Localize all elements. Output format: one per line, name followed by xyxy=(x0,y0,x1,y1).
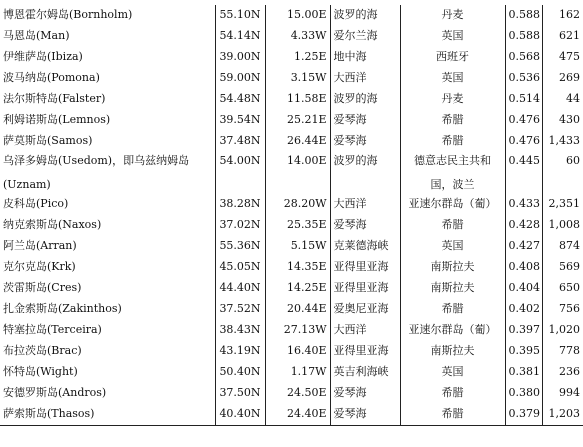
sea-cell: 爱琴海 xyxy=(330,215,400,236)
island-name-cell: 利姆诺斯岛(Lemnos) xyxy=(3,113,111,127)
sea-cell xyxy=(330,176,400,194)
island-name-cell: 纳克索斯岛(Naxos) xyxy=(3,218,102,232)
index-cell: 0.395 xyxy=(505,341,542,362)
country-cell: 丹麦 xyxy=(400,5,505,26)
index-cell: 0.536 xyxy=(505,68,542,89)
longitude-cell: 1.25E xyxy=(265,47,330,68)
island-name-cell: (Uznam) xyxy=(3,177,51,191)
area-cell: 569 xyxy=(542,257,583,278)
area-cell: 1,433 xyxy=(542,131,583,152)
index-cell: 0.428 xyxy=(505,215,542,236)
island-name-cell: 博恩霍尔姆岛(Bornholm) xyxy=(3,8,133,22)
index-cell: 0.381 xyxy=(505,362,542,383)
longitude-cell xyxy=(265,176,330,194)
area-cell: 756 xyxy=(542,299,583,320)
sea-cell: 爱奥尼亚海 xyxy=(330,299,400,320)
latitude-cell: 50.40N xyxy=(215,362,265,383)
area-cell: 269 xyxy=(542,68,583,89)
area-cell: 430 xyxy=(542,110,583,131)
table-row xyxy=(0,131,583,152)
sea-cell: 爱琴海 xyxy=(330,404,400,426)
index-cell: 0.588 xyxy=(505,5,542,26)
sea-cell: 波罗的海 xyxy=(330,89,400,110)
island-name-cell: 特塞拉岛(Terceira) xyxy=(3,323,102,337)
island-name-cell: 伊维萨岛(Ibiza) xyxy=(3,50,83,64)
country-cell: 南斯拉夫 xyxy=(400,257,505,278)
index-cell: 0.404 xyxy=(505,278,542,299)
sea-cell: 爱琴海 xyxy=(330,131,400,152)
longitude-cell: 24.50E xyxy=(265,383,330,404)
sea-cell: 爱尔兰海 xyxy=(330,26,400,47)
longitude-cell: 20.44E xyxy=(265,299,330,320)
country-cell: 国，波兰 xyxy=(400,176,505,194)
latitude-cell xyxy=(215,176,265,194)
island-table-body xyxy=(0,5,583,426)
table-row xyxy=(0,257,583,278)
table-row xyxy=(0,299,583,320)
latitude-cell: 44.40N xyxy=(215,278,265,299)
area-cell: 2,351 xyxy=(542,194,583,215)
longitude-cell: 26.44E xyxy=(265,131,330,152)
sea-cell: 波罗的海 xyxy=(330,5,400,26)
table-row xyxy=(0,362,583,383)
index-cell: 0.379 xyxy=(505,404,542,426)
country-cell: 英国 xyxy=(400,236,505,257)
island-name-cell: 阿兰岛(Arran) xyxy=(3,239,77,253)
longitude-cell: 27.13W xyxy=(265,320,330,341)
area-cell: 650 xyxy=(542,278,583,299)
table-row xyxy=(0,152,583,176)
latitude-cell: 39.00N xyxy=(215,47,265,68)
sea-cell: 大西洋 xyxy=(330,320,400,341)
latitude-cell: 40.40N xyxy=(215,404,265,426)
index-cell: 0.427 xyxy=(505,236,542,257)
latitude-cell: 55.10N xyxy=(215,5,265,26)
sea-cell: 亚得里亚海 xyxy=(330,278,400,299)
table-row xyxy=(0,110,583,131)
island-name-cell: 安德罗斯岛(Andros) xyxy=(3,386,107,400)
latitude-cell: 54.00N xyxy=(215,152,265,176)
latitude-cell: 55.36N xyxy=(215,236,265,257)
latitude-cell: 37.50N xyxy=(215,383,265,404)
longitude-cell: 5.15W xyxy=(265,236,330,257)
area-cell: 44 xyxy=(542,89,583,110)
index-cell: 0.588 xyxy=(505,26,542,47)
country-cell: 希腊 xyxy=(400,131,505,152)
index-cell xyxy=(505,176,542,194)
latitude-cell: 37.48N xyxy=(215,131,265,152)
area-cell: 475 xyxy=(542,47,583,68)
table-row xyxy=(0,5,583,26)
country-cell: 西班牙 xyxy=(400,47,505,68)
country-cell: 希腊 xyxy=(400,383,505,404)
island-name-cell: 皮科岛(Pico) xyxy=(3,197,69,211)
latitude-cell: 37.02N xyxy=(215,215,265,236)
table-row xyxy=(0,383,583,404)
island-name-cell: 萨索斯岛(Thasos) xyxy=(0,404,215,426)
table-row xyxy=(0,47,583,68)
longitude-cell: 4.33W xyxy=(265,26,330,47)
island-table xyxy=(0,5,583,426)
sea-cell: 爱琴海 xyxy=(330,383,400,404)
sea-cell: 亚得里亚海 xyxy=(330,257,400,278)
index-cell: 0.445 xyxy=(505,152,542,176)
area-cell: 1,020 xyxy=(542,320,583,341)
latitude-cell: 54.48N xyxy=(215,89,265,110)
sea-cell: 克莱德海峡 xyxy=(330,236,400,257)
index-cell: 0.476 xyxy=(505,110,542,131)
index-cell: 0.408 xyxy=(505,257,542,278)
country-cell: 丹麦 xyxy=(400,89,505,110)
table-row xyxy=(0,68,583,89)
longitude-cell: 14.25E xyxy=(265,278,330,299)
index-cell: 0.433 xyxy=(505,194,542,215)
longitude-cell: 14.00E xyxy=(265,152,330,176)
longitude-cell: 24.40E xyxy=(265,404,330,426)
area-cell xyxy=(542,176,583,194)
latitude-cell: 38.43N xyxy=(215,320,265,341)
sea-cell: 大西洋 xyxy=(330,194,400,215)
latitude-cell: 39.54N xyxy=(215,110,265,131)
table-row xyxy=(0,320,583,341)
country-cell: 英国 xyxy=(400,26,505,47)
country-cell: 德意志民主共和 xyxy=(400,152,505,176)
index-cell: 0.402 xyxy=(505,299,542,320)
longitude-cell: 3.15W xyxy=(265,68,330,89)
area-cell: 1,008 xyxy=(542,215,583,236)
area-cell: 162 xyxy=(542,5,583,26)
area-cell: 60 xyxy=(542,152,583,176)
table-row xyxy=(0,89,583,110)
sea-cell: 爱琴海 xyxy=(330,110,400,131)
island-name-cell: 乌泽多姆岛(Usedom)，即乌兹纳姆岛 xyxy=(3,154,190,167)
index-cell: 0.380 xyxy=(505,383,542,404)
country-cell: 希腊 xyxy=(400,215,505,236)
latitude-cell: 43.19N xyxy=(215,341,265,362)
country-cell: 英国 xyxy=(400,362,505,383)
latitude-cell: 54.14N xyxy=(215,26,265,47)
country-cell: 英国 xyxy=(400,68,505,89)
sea-cell: 地中海 xyxy=(330,47,400,68)
latitude-cell: 37.52N xyxy=(215,299,265,320)
country-cell: 希腊 xyxy=(400,110,505,131)
latitude-cell: 59.00N xyxy=(215,68,265,89)
longitude-cell: 14.35E xyxy=(265,257,330,278)
longitude-cell: 15.00E xyxy=(265,5,330,26)
longitude-cell: 16.40E xyxy=(265,341,330,362)
table-row xyxy=(0,278,583,299)
country-cell: 南斯拉夫 xyxy=(400,341,505,362)
latitude-cell: 45.05N xyxy=(215,257,265,278)
table-row xyxy=(0,194,583,215)
longitude-cell: 25.21E xyxy=(265,110,330,131)
index-cell: 0.568 xyxy=(505,47,542,68)
area-cell: 1,203 xyxy=(542,404,583,426)
area-cell: 778 xyxy=(542,341,583,362)
island-name-cell: 扎金索斯岛(Zakinthos) xyxy=(3,302,122,316)
index-cell: 0.397 xyxy=(505,320,542,341)
area-cell: 874 xyxy=(542,236,583,257)
country-cell: 南斯拉夫 xyxy=(400,278,505,299)
island-name-cell: 布拉茨岛(Brac) xyxy=(3,344,82,358)
table-row-continuation xyxy=(0,176,583,194)
area-cell: 621 xyxy=(542,26,583,47)
table-row xyxy=(0,26,583,47)
table-row xyxy=(0,341,583,362)
country-cell: 亚速尔群岛（葡） xyxy=(400,194,505,215)
index-cell: 0.514 xyxy=(505,89,542,110)
latitude-cell: 38.28N xyxy=(215,194,265,215)
sea-cell: 亚得里亚海 xyxy=(330,341,400,362)
island-name-cell: 波马纳岛(Pomona) xyxy=(3,71,100,85)
table-row xyxy=(0,236,583,257)
island-name-cell: 法尔斯特岛(Falster) xyxy=(3,92,106,106)
sea-cell: 大西洋 xyxy=(330,68,400,89)
table-row xyxy=(0,215,583,236)
island-name-cell: 萨莫斯岛(Samos) xyxy=(3,134,93,148)
country-cell: 希腊 xyxy=(400,299,505,320)
island-name-cell: 马恩岛(Man) xyxy=(3,29,70,43)
island-name-cell: 克尔克岛(Krk) xyxy=(3,260,76,274)
longitude-cell: 28.20W xyxy=(265,194,330,215)
island-name-cell: 怀特岛(Wight) xyxy=(3,365,78,379)
area-cell: 236 xyxy=(542,362,583,383)
longitude-cell: 25.35E xyxy=(265,215,330,236)
index-cell: 0.476 xyxy=(505,131,542,152)
sea-cell: 英吉利海峡 xyxy=(330,362,400,383)
area-cell: 994 xyxy=(542,383,583,404)
longitude-cell: 11.58E xyxy=(265,89,330,110)
country-cell: 亚速尔群岛（葡） xyxy=(400,320,505,341)
table-row xyxy=(0,404,583,426)
sea-cell: 波罗的海 xyxy=(330,152,400,176)
island-name-cell: 茨雷斯岛(Cres) xyxy=(3,281,82,295)
longitude-cell: 1.17W xyxy=(265,362,330,383)
country-cell: 希腊 xyxy=(400,404,505,426)
